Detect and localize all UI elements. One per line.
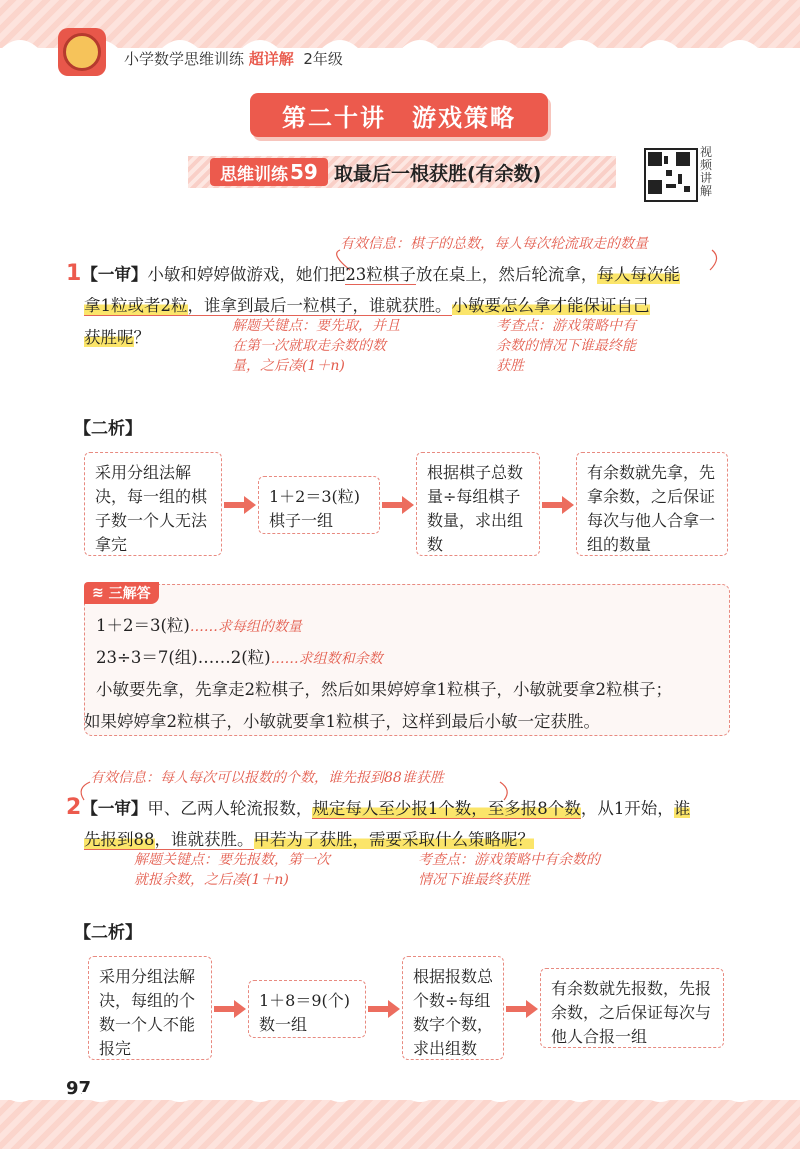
qr-video-label: 视 频 讲 解 (700, 145, 713, 198)
p1-flow-box-2: 1＋2＝3(粒)棋子一组 (258, 476, 380, 534)
problem2-number: 2 (66, 795, 82, 820)
training-bar (188, 156, 616, 188)
p1-answer-line-3: 小敏要先拿，先拿走2粒棋子，然后如果婷婷拿1粒棋子，小敏就要拿2粒棋子； (96, 680, 672, 699)
p1-flow-box-4: 有余数就先拿，先拿余数，之后保证每次与他人合拿一组的数量 (576, 452, 728, 556)
p1-answer-line-4: 如果婷婷拿2粒棋子，小敏就要拿1粒棋子，这样到最后小敏一定获胜。 (84, 712, 600, 731)
p1-answer-line-2: 23÷3＝7(组)……2(粒)……求组数和余数 (96, 648, 383, 667)
grade-label: 2年级 (303, 50, 343, 68)
p1-answer-line-1: 1＋2＝3(粒)……求每组的数量 (96, 616, 302, 635)
qr-code-icon[interactable] (644, 148, 698, 202)
top-wave-decoration (0, 30, 800, 50)
p1-note-info: 有效信息：棋子的总数，每人每次轮流取走的数量 (340, 236, 648, 252)
p2-flow-box-4: 有余数就先报数，先报余数，之后保证每次与他人合报一组 (540, 968, 724, 1048)
crest-logo-icon (58, 28, 106, 76)
arrow-right-icon (506, 1000, 538, 1018)
p2-flow-box-1: 采用分组法解决，每组的个数一个人不能报完 (88, 956, 212, 1060)
training-title: 取最后一根获胜(有余数) (334, 162, 542, 185)
problem2-text: 2【一审】甲、乙两人轮流报数，规定每人至少报1个数，至多报8个数，从1开始，谁 (66, 795, 691, 820)
p2-step2-label: 【二析】 (74, 923, 142, 943)
p1-step1-label: 【一审】 (81, 265, 148, 284)
bottom-wave-decoration (0, 1092, 800, 1112)
p1-flow-box-3: 根据棋子总数量÷每组棋子数量，求出组数 (416, 452, 540, 556)
lecture-title: 第二十讲 游戏策略 (250, 93, 548, 137)
arrow-right-icon (542, 496, 574, 514)
arrow-right-icon (214, 1000, 246, 1018)
p2-flow-box-2: 1＋8＝9(个)数一组 (248, 980, 366, 1038)
p1-step3-label: ≋ 三解答 (84, 582, 159, 604)
p2-note-info: 有效信息：每人每次可以报数的个数，谁先报到88谁获胜 (90, 770, 444, 786)
p2-note-key: 解题关键点：要先报数，第一次 就报余数，之后凑(1＋n) (134, 852, 330, 888)
arrow-right-icon (224, 496, 256, 514)
p2-step1-label: 【一审】 (81, 799, 148, 818)
p1-step2-label: 【二析】 (74, 419, 142, 439)
p1-note-key: 解题关键点：要先取，并且 在第一次就取走余数的数 量，之后凑(1＋n) (232, 318, 400, 374)
arrow-right-icon (368, 1000, 400, 1018)
p1-note-test: 考查点：游戏策略中有 余数的情况下谁最终能 获胜 (496, 318, 636, 374)
p2-flow-box-3: 根据报数总个数÷每组数字个数，求出组数 (402, 956, 504, 1060)
book-title: 小学数学思维训练 超详解 2年级 (124, 50, 343, 68)
edition-label: 超详解 (248, 50, 294, 68)
p2-note-test: 考查点：游戏策略中有余数的 情况下谁最终获胜 (418, 852, 600, 888)
p1-flow-box-1: 采用分组法解决，每一组的棋子数一个人无法拿完 (84, 452, 222, 556)
arrow-right-icon (382, 496, 414, 514)
page-number: 97 (66, 1078, 92, 1099)
training-tag: 思维训练 59 (210, 158, 328, 186)
problem1-text: 1【一审】小敏和婷婷做游戏，她们把23粒棋子放在桌上，然后轮流拿，每人每次能 (66, 261, 680, 286)
problem1-number: 1 (66, 261, 82, 286)
